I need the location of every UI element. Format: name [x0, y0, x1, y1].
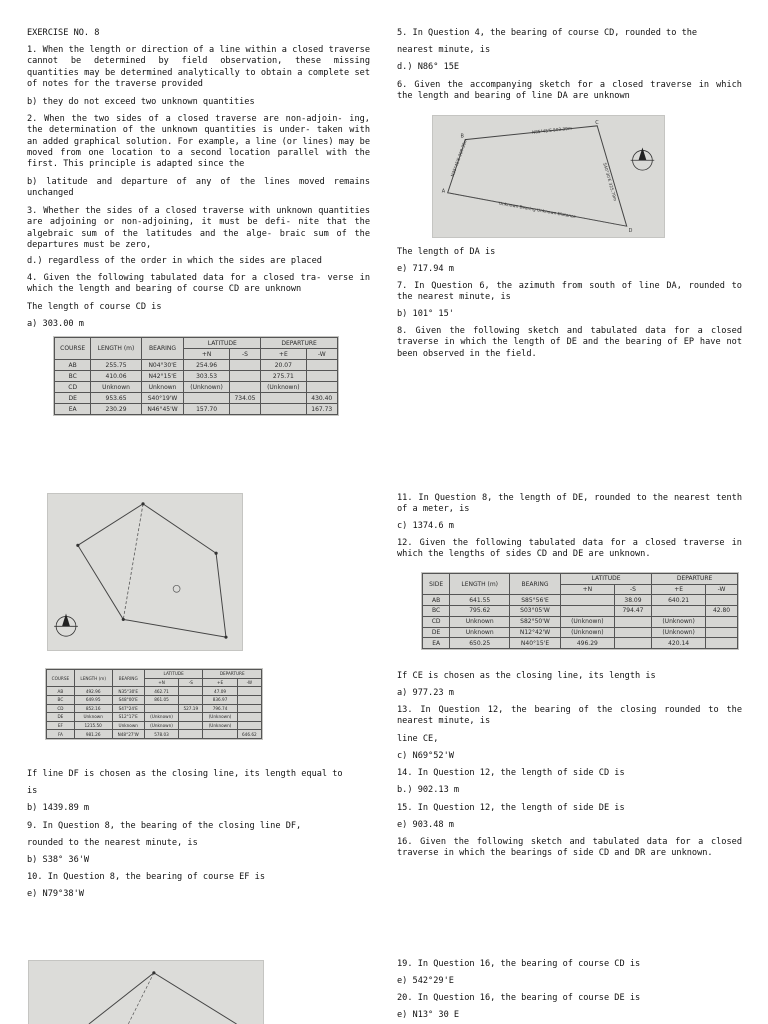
table-cell: 254.96 [184, 360, 229, 371]
station-label: A [441, 188, 446, 195]
question-13: 13. In Question 12, the bearing of the closing rounded to the nearest minute, is [397, 705, 742, 727]
answer-4: a) 303.00 m [27, 319, 84, 329]
question-5-cont: nearest minute, is [397, 45, 491, 55]
table-row [55, 360, 338, 371]
table-cell: 410.06 [91, 371, 141, 382]
table-cell: 157.70 [184, 404, 229, 415]
col-header: DEPARTURE [261, 338, 338, 349]
table-row [55, 404, 338, 415]
table-cell: 794.47 [614, 606, 651, 617]
table-cell: 230.29 [91, 404, 141, 415]
table-cell: DE [55, 393, 91, 404]
table-cell: 981.26 [74, 730, 112, 739]
station-marker [152, 971, 155, 974]
col-subheader: -S [229, 349, 260, 360]
table-cell [179, 730, 203, 739]
table-cell: CD [423, 616, 450, 627]
table-cell [614, 616, 651, 627]
table-cell: AB [47, 687, 75, 696]
answer-11: c) 1374.6 m [397, 521, 454, 531]
closing-line [123, 504, 143, 620]
answer-1: b) they do not exceed two unknown quantities [27, 97, 255, 107]
table-cell: N48°27'W [112, 730, 144, 739]
table-row [47, 721, 262, 730]
table-cell: 462.71 [144, 687, 178, 696]
station-marker [141, 502, 144, 505]
closing-line [128, 973, 154, 1024]
table-cell: 38.09 [614, 595, 651, 606]
station-marker [224, 636, 227, 639]
table-cell: 852.16 [74, 704, 112, 713]
question-9: 9. In Question 8, the bearing of the closing line DF, [27, 821, 302, 831]
table-cell: S48°00'E [112, 695, 144, 704]
table-cell: 734.05 [229, 393, 260, 404]
table-cell: 420.14 [652, 638, 706, 649]
question-8-closing: If line DF is chosen as the closing line, its length equal to [27, 769, 343, 779]
col-header: COURSE [55, 338, 91, 360]
question-1: 1. When the length or direction of a line within a closed traverse cannot be determined by field observation, these missing quantities may be determined analytically to obtain a complete set of notes for the traverse provided [27, 45, 370, 89]
table-row [47, 713, 262, 722]
answer-14: b.) 902.13 m [397, 785, 460, 795]
table-cell: BC [423, 606, 450, 617]
table-row [47, 695, 262, 704]
table-row [423, 616, 738, 627]
station-label: C [595, 119, 599, 126]
question-2: 2. When the two sides of a closed traverse are non-adjoin- ing, the determination of the unknown quantities is under- taken with an added graphical solution. For example, a line (or lines) may be moved from one location to a second location parallel with the first. This principle is adapted since the [27, 114, 370, 170]
table-cell: DE [423, 627, 450, 638]
table-cell: 649.95 [74, 695, 112, 704]
table-cell: Unknown [450, 627, 510, 638]
table-cell: N04°30'E [141, 360, 184, 371]
table-cell [237, 721, 261, 730]
table-cell: Unknown [450, 616, 510, 627]
table-cell: 20.07 [261, 360, 306, 371]
table-cell: 861.05 [144, 695, 178, 704]
col-header: LATITUDE [144, 670, 203, 679]
col-subheader: +N [144, 678, 178, 687]
table-row [55, 393, 338, 404]
table-cell: Unknown [91, 382, 141, 393]
table-cell [229, 371, 260, 382]
col-header: BEARING [112, 670, 144, 687]
table-cell: (Unknown) [560, 616, 614, 627]
table-cell [652, 606, 706, 617]
north-arrow-icon [54, 613, 78, 636]
table-cell [614, 627, 651, 638]
course-label-bc: N85°45'E 503.39m [531, 125, 573, 135]
question-5: 5. In Question 4, the bearing of course CD, rounded to the [397, 28, 698, 38]
table-cell: N35°30'E [112, 687, 144, 696]
table-cell [706, 616, 738, 627]
table-cell [229, 360, 260, 371]
sketch-q16-image [28, 960, 264, 1024]
table-cell: N12°42'W [510, 627, 561, 638]
table-row [47, 730, 262, 739]
table-q4-image [53, 336, 339, 416]
table-row [55, 371, 338, 382]
table-cell: S03°05'W [510, 606, 561, 617]
table-cell [261, 393, 306, 404]
question-6: 6. Given the accompanying sketch for a closed traverse in which the length and bearing of line DA are unknown [397, 80, 742, 102]
table-cell [706, 627, 738, 638]
question-14: 14. In Question 12, the length of side CD is [397, 768, 625, 778]
table-cell: (Unknown) [144, 713, 178, 722]
question-9-cont: rounded to the nearest minute, is [27, 838, 198, 848]
station-marker [122, 618, 125, 621]
question-7: 7. In Question 6, the azimuth from south of line DA, rounded to the nearest minute, is [397, 281, 742, 303]
table-cell: EA [55, 404, 91, 415]
question-16: 16. Given the following sketch and tabulated data for a closed traverse in which the bearings of side CD and DR are unknown. [397, 837, 742, 859]
answer-20: e) N13° 30 E [397, 1010, 460, 1020]
station-marker [215, 552, 218, 555]
table-cell [560, 595, 614, 606]
col-header: DEPARTURE [652, 574, 738, 585]
table-cell [237, 713, 261, 722]
table-cell [237, 704, 261, 713]
table-cell: (Unknown) [203, 721, 237, 730]
col-subheader: +E [261, 349, 306, 360]
col-subheader: -S [614, 584, 651, 595]
col-header: LENGTH (m) [91, 338, 141, 360]
answer-15: e) 903.48 m [397, 820, 454, 830]
col-header: SIDE [423, 574, 450, 595]
col-header: LENGTH (m) [74, 670, 112, 687]
course-label-da: Unknown Bearing Unknown Distance [498, 200, 577, 220]
table-cell [261, 404, 306, 415]
traverse-sketch-q6 [433, 116, 664, 237]
table-cell [179, 687, 203, 696]
table-cell [179, 695, 203, 704]
col-subheader: +N [560, 584, 614, 595]
table-cell [179, 721, 203, 730]
region-marker [173, 585, 180, 592]
table-row [423, 627, 738, 638]
table-row [47, 687, 262, 696]
table-cell: S85°56'E [510, 595, 561, 606]
table-cell: 275.71 [261, 371, 306, 382]
table-cell: 496.29 [560, 638, 614, 649]
table-cell [706, 595, 738, 606]
table-cell: 492.96 [74, 687, 112, 696]
table-cell: (Unknown) [652, 627, 706, 638]
table-cell [184, 393, 229, 404]
table-row [423, 638, 738, 649]
answer-12: a) 977.23 m [397, 688, 454, 698]
table-cell: (Unknown) [261, 382, 306, 393]
answer-19: e) 542°29'E [397, 976, 454, 986]
table-cell: 1215.50 [74, 721, 112, 730]
answer-5: d.) N86° 15E [397, 62, 460, 72]
table-cell: 953.65 [91, 393, 141, 404]
table-q8 [46, 669, 262, 739]
col-subheader: +N [184, 349, 229, 360]
table-cell: EA [423, 638, 450, 649]
table-cell: BC [47, 695, 75, 704]
sketch-q6-image [432, 115, 665, 238]
table-row [55, 382, 338, 393]
table-cell: (Unknown) [652, 616, 706, 627]
table-cell: Unknown [112, 721, 144, 730]
col-subheader: -W [306, 349, 337, 360]
question-6-prompt: The length of DA is [397, 247, 496, 257]
table-cell [203, 730, 237, 739]
table-cell: Unknown [74, 713, 112, 722]
table-cell: N40°15'E [510, 638, 561, 649]
table-cell: 47.09 [203, 687, 237, 696]
question-4-prompt: The length of course CD is [27, 302, 162, 312]
table-cell [229, 404, 260, 415]
table-q8-image [45, 668, 263, 740]
question-12: 12. Given the following tabulated data for a closed traverse in which the lengths of sides CD and DE are unknown. [397, 538, 742, 560]
question-4: 4. Given the following tabulated data for a closed tra- verse in which the length and bearing of course CD are unknown [27, 273, 370, 295]
col-header: BEARING [141, 338, 184, 360]
table-q12-image [421, 572, 739, 650]
exercise-heading: EXERCISE NO. 8 [27, 28, 100, 38]
table-cell: S12°17'E [112, 713, 144, 722]
table-cell [179, 713, 203, 722]
col-header: BEARING [510, 574, 561, 595]
traverse-sketch-q16 [29, 961, 263, 1024]
table-cell: Unknown [141, 382, 184, 393]
table-cell: 640.21 [652, 595, 706, 606]
question-12-prompt: If CE is chosen as the closing line, its length is [397, 671, 656, 681]
answer-8: b) 1439.89 m [27, 803, 90, 813]
question-8: 8. Given the following sketch and tabulated data for a closed traverse in which the length of DE and the bearing of EP have not been observed in the field. [397, 326, 742, 359]
answer-9: b) S38° 36'W [27, 855, 90, 865]
question-10: 10. In Question 8, the bearing of course EF is [27, 872, 265, 882]
table-cell: (Unknown) [184, 382, 229, 393]
table-cell [306, 360, 337, 371]
station-marker [76, 544, 79, 547]
answer-3: d.) regardless of the order in which the sides are placed [27, 256, 322, 266]
table-cell: 303.53 [184, 371, 229, 382]
table-cell [237, 695, 261, 704]
table-cell: S82°50'W [510, 616, 561, 627]
answer-2: b) latitude and departure of any of the lines moved remains unchanged [27, 177, 370, 199]
question-8-closing-cont: is [27, 786, 38, 796]
col-subheader: +E [203, 678, 237, 687]
table-cell: 527.19 [179, 704, 203, 713]
table-cell: (Unknown) [203, 713, 237, 722]
col-header: LATITUDE [184, 338, 261, 349]
question-20: 20. In Question 16, the bearing of course DE is [397, 993, 641, 1003]
station-label: D [628, 228, 633, 235]
table-cell: (Unknown) [144, 721, 178, 730]
col-header: LATITUDE [560, 574, 651, 585]
table-cell: 42.80 [706, 606, 738, 617]
table-cell: AB [55, 360, 91, 371]
table-cell [144, 704, 178, 713]
col-subheader: -W [706, 584, 738, 595]
table-cell: 255.75 [91, 360, 141, 371]
table-cell [614, 638, 651, 649]
col-subheader: -W [237, 678, 261, 687]
question-13-cont: line CE, [397, 734, 439, 744]
traverse-sketch-q8 [48, 494, 242, 650]
question-3: 3. Whether the sides of a closed traverse with unknown quantities are adjoining or non-adjoining, it must be defi- nite that the algebraic sum of the latitudes and the alge- braic sum of the departures must be zero, [27, 206, 370, 250]
col-header: DEPARTURE [203, 670, 262, 679]
question-19: 19. In Question 16, the bearing of course CD is [397, 959, 641, 969]
answer-6: e) 717.94 m [397, 264, 454, 274]
table-cell: S40°19'W [141, 393, 184, 404]
table-cell: 795.62 [450, 606, 510, 617]
table-cell: 167.73 [306, 404, 337, 415]
answer-13: c) N69°52'W [397, 751, 454, 761]
table-cell: 641.55 [450, 595, 510, 606]
table-q12 [422, 573, 738, 649]
col-header: LENGTH (m) [450, 574, 510, 595]
table-cell: AB [423, 595, 450, 606]
course-label-cd: S40°30'E 325.79m [602, 162, 618, 202]
answer-7: b) 101° 15' [397, 309, 454, 319]
table-row [423, 595, 738, 606]
col-subheader: +E [652, 584, 706, 595]
traverse-outline [78, 504, 226, 637]
question-15: 15. In Question 12, the length of side DE is [397, 803, 625, 813]
table-cell: 650.25 [450, 638, 510, 649]
table-q4 [54, 337, 338, 415]
table-cell: S47°24'E [112, 704, 144, 713]
traverse-outline [89, 973, 237, 1024]
table-cell: N46°45'W [141, 404, 184, 415]
table-cell: FA [47, 730, 75, 739]
col-header: COURSE [47, 670, 75, 687]
table-cell: DE [47, 713, 75, 722]
table-cell: N42°15'E [141, 371, 184, 382]
table-cell: EF [47, 721, 75, 730]
col-subheader: -S [179, 678, 203, 687]
table-cell: 578.03 [144, 730, 178, 739]
table-cell: CD [55, 382, 91, 393]
table-row [423, 606, 738, 617]
table-row [47, 704, 262, 713]
table-cell [229, 382, 260, 393]
sketch-q8-image [47, 493, 243, 651]
table-cell: 646.62 [237, 730, 261, 739]
station-label: B [460, 133, 464, 140]
question-11: 11. In Question 8, the length of DE, rounded to the nearest tenth of a meter, is [397, 493, 742, 515]
table-cell [706, 638, 738, 649]
north-arrow-icon [631, 147, 655, 170]
table-cell: CD [47, 704, 75, 713]
table-cell: 430.40 [306, 393, 337, 404]
table-cell [560, 606, 614, 617]
table-cell [306, 371, 337, 382]
table-cell [237, 687, 261, 696]
table-cell [306, 382, 337, 393]
table-cell: BC [55, 371, 91, 382]
table-cell: (Unknown) [560, 627, 614, 638]
answer-10: e) N79°38'W [27, 889, 84, 899]
course-label-ab: N35°45'E 309.38m [449, 137, 469, 178]
table-cell: 796.74 [203, 704, 237, 713]
table-cell: 836.97 [203, 695, 237, 704]
